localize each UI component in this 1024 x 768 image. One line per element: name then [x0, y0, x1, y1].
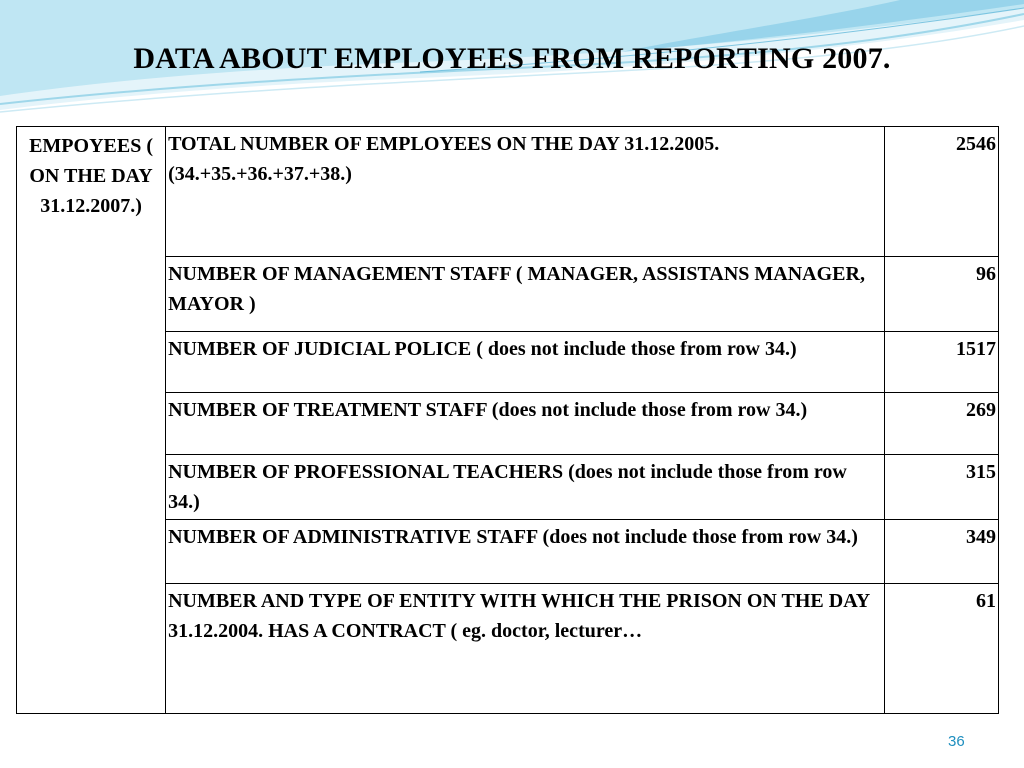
row-description: NUMBER OF JUDICIAL POLICE ( does not include those from row 34.)	[166, 332, 885, 393]
group-label-cell: EMPOYEES ( ON THE DAY 31.12.2007.)	[17, 127, 166, 714]
row-description: NUMBER OF ADMINISTRATIVE STAFF (does not include those from row 34.)	[166, 520, 885, 584]
row-description: NUMBER OF PROFESSIONAL TEACHERS (does not include those from row 34.)	[166, 455, 885, 520]
row-value: 96	[885, 257, 999, 332]
row-value: 315	[885, 455, 999, 520]
page-number: 36	[948, 733, 965, 750]
row-value: 349	[885, 520, 999, 584]
row-value: 1517	[885, 332, 999, 393]
row-description: TOTAL NUMBER OF EMPLOYEES ON THE DAY 31.12.2005.(34.+35.+36.+37.+38.)	[166, 127, 885, 257]
slide-title: DATA ABOUT EMPLOYEES FROM REPORTING 2007.	[133, 42, 891, 75]
row-description: NUMBER OF MANAGEMENT STAFF ( MANAGER, ASSISTANS MANAGER, MAYOR )	[166, 257, 885, 332]
row-description: NUMBER OF TREATMENT STAFF (does not include those from row 34.)	[166, 393, 885, 455]
employees-data-table	[16, 126, 999, 714]
row-value: 61	[885, 584, 999, 714]
row-value: 269	[885, 393, 999, 455]
table-row	[17, 127, 999, 257]
row-description: NUMBER AND TYPE OF ENTITY WITH WHICH THE PRISON ON THE DAY 31.12.2004. HAS A CONTRACT ( eg. doctor, lecturer…	[166, 584, 885, 714]
row-value: 2546	[885, 127, 999, 257]
